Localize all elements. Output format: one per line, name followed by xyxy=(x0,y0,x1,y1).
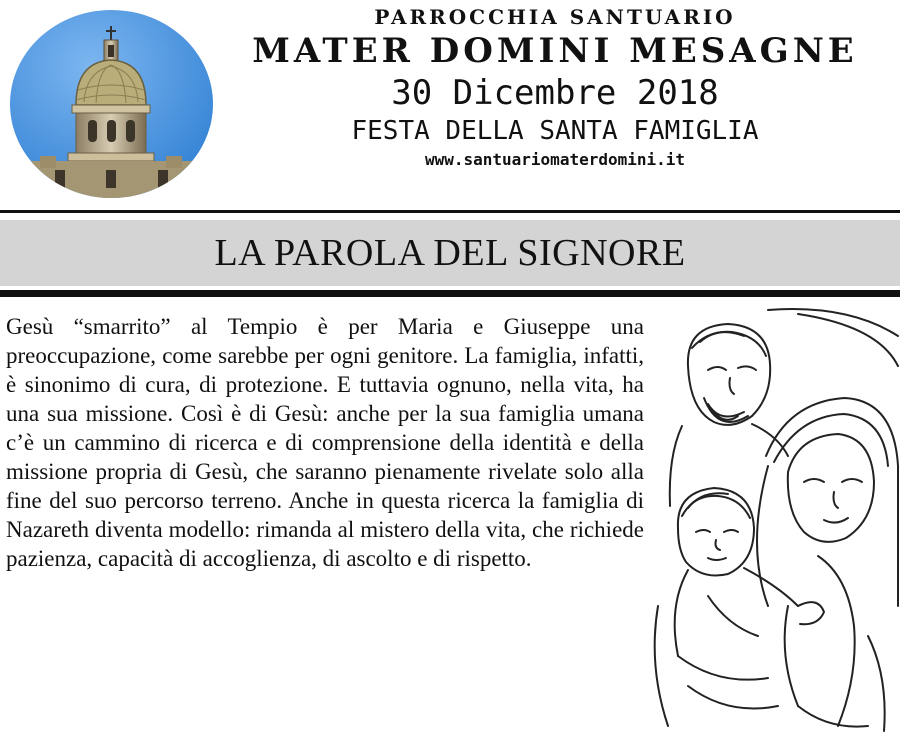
masthead xyxy=(230,4,880,172)
bottom-divider xyxy=(0,290,900,297)
church-dome-icon xyxy=(10,10,213,198)
website-link[interactable]: www.santuariomaterdomini.it xyxy=(424,150,686,169)
holy-family-illustration xyxy=(648,306,900,737)
holy-family-icon xyxy=(648,306,900,737)
church-dome-logo xyxy=(10,10,213,198)
article-body xyxy=(6,312,644,573)
article-paragraph: Gesù “smarrito” al Tempio è per Maria e Giuseppe una preoccupazione, come sarebbe per ogni genitore. La famiglia, infatti, è sinonimo di cura, di protezione. E tuttavia ognuno, nella vita, ha una sua missione. Così è di Gesù: anche per la sua famiglia umana c’è un cammino di ricerca e di comprensione della identità e della missione propria di Gesù, che saranno pienamente rivelate solo alla fine del suo percorso terreno. Anche in questa ricerca la famiglia di Nazareth diventa modello: rimanda al mistero della vita, che richiede pazienza, capacità di accoglienza, di ascolto e di rispetto. xyxy=(6,314,644,571)
sanctuary-name: MATER DOMINI MESAGNE xyxy=(252,31,858,71)
top-divider xyxy=(0,210,900,213)
feast-name: FESTA DELLA SANTA FAMIGLIA xyxy=(351,116,759,146)
section-title: LA PAROLA DEL SIGNORE xyxy=(0,220,900,286)
parish-name: PARROCCHIA SANTUARIO xyxy=(374,5,736,29)
issue-date: 30 Dicembre 2018 xyxy=(391,73,719,113)
